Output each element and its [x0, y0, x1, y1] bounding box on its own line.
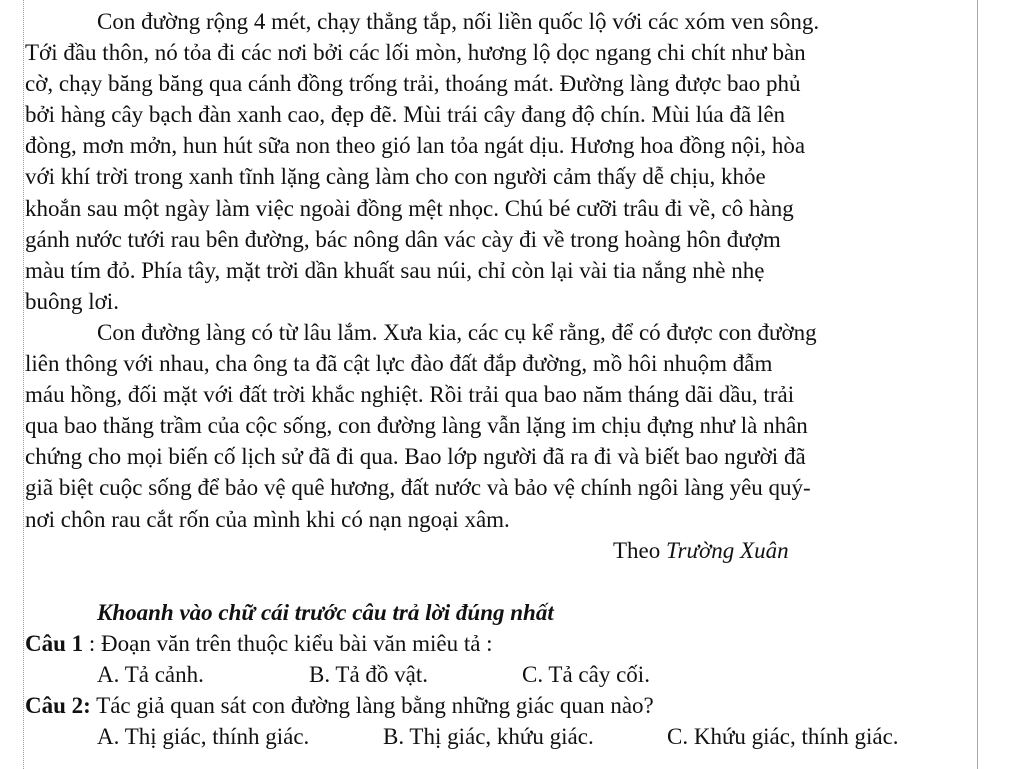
para2-line-7: nơi chôn rau cắt rốn của mình khi có nạn ngoại xâm.: [25, 506, 510, 532]
para1-line-2: Tới đầu thôn, nó tỏa đi các nơi bởi các lối mòn, hương lộ dọc ngang chi chít như bàn: [25, 40, 806, 66]
para2-line-3: máu hồng, đối mặt với đất trời khắc nghiệt. Rồi trải qua bao năm tháng dãi dầu, trải: [25, 382, 795, 408]
para1-line-5: đòng, mơn mởn, hun hút sữa non theo gió lan tỏa ngát dịu. Hương hoa đồng nội, hòa: [25, 133, 806, 159]
document-text: [25, 6, 977, 752]
question-2-label: Câu 2:: [25, 693, 91, 719]
right-margin-guide: [977, 0, 978, 769]
q2-option-b: B. Thị giác, khứu giác.: [383, 724, 594, 750]
question-1-label: Câu 1: [25, 630, 84, 656]
q1-option-c: C. Tả cây cối.: [522, 661, 650, 687]
para2-line-5: chứng cho mọi biến cố lịch sử đã đi qua. Bao lớp người đã ra đi và biết bao người đã: [25, 444, 806, 470]
para1-line-9: màu tím đỏ. Phía tây, mặt trời dần khuất sau núi, chỉ còn lại vài tia nắng nhè nhẹ: [25, 257, 765, 283]
question-2-options: [25, 721, 977, 752]
para2-line-6: giã biệt cuộc sống để bảo vệ quê hương, đất nước và bảo vệ chính ngôi làng yêu quý-: [25, 475, 811, 501]
question-2: [25, 690, 977, 721]
left-margin-guide: [23, 0, 24, 769]
source-prefix: Theo: [613, 537, 667, 563]
para1-line-1: Con đường rộng 4 mét, chạy thẳng tắp, nối liền quốc lộ với các xóm ven sông.: [97, 9, 820, 34]
para1-line-6: với khí trời trong xanh tĩnh lặng càng làm cho con người cảm thấy dễ chịu, khỏe: [25, 164, 766, 190]
question-1: [25, 628, 977, 659]
blank-line: [25, 566, 977, 597]
source-author: Trường Xuân: [666, 537, 789, 563]
source-attribution: [25, 535, 977, 566]
para2-line-1: Con đường làng có từ lâu lắm. Xưa kia, các cụ kể rằng, để có được con đường: [97, 319, 817, 345]
q1-option-b: B. Tả đồ vật.: [309, 661, 429, 687]
instruction-heading: Khoanh vào chữ cái trước câu trả lời đúng nhất: [97, 599, 554, 625]
para1-line-3: cờ, chạy băng băng qua cánh đồng trống trải, thoáng mát. Đường làng được bao phủ: [25, 71, 801, 97]
question-1-text: : Đoạn văn trên thuộc kiểu bài văn miêu tả :: [83, 630, 493, 656]
para1-line-4: bởi hàng cây bạch đàn xanh cao, đẹp đẽ. Mùi trái cây đang độ chín. Mùi lúa đã lên: [25, 102, 786, 128]
question-1-options: [25, 659, 977, 690]
q2-option-c: C. Khứu giác, thính giác.: [667, 724, 899, 750]
question-2-text: Tác giả quan sát con đường làng bằng những giác quan nào?: [90, 693, 654, 719]
para2-line-4: qua bao thăng trầm của cộc sống, con đường làng vẫn lặng im chịu đựng như là nhân: [25, 413, 808, 439]
para1-line-7: khoắn sau một ngày làm việc ngoài đồng mệt nhọc. Chú bé cưỡi trâu đi về, cô hàng: [25, 195, 794, 221]
para2-line-2: liên thông với nhau, cha ông ta đã cật lực đào đất đắp đường, mồ hôi nhuộm đẫm: [25, 351, 773, 377]
q2-option-a: A. Thị giác, thính giác.: [97, 724, 310, 750]
q1-option-a: A. Tả cảnh.: [97, 661, 204, 687]
para1-line-8: gánh nước tưới rau bên đường, bác nông dân vác cày đi về trong hoàng hôn đượm: [25, 226, 781, 252]
para1-line-10: buông lơi.: [25, 288, 119, 314]
